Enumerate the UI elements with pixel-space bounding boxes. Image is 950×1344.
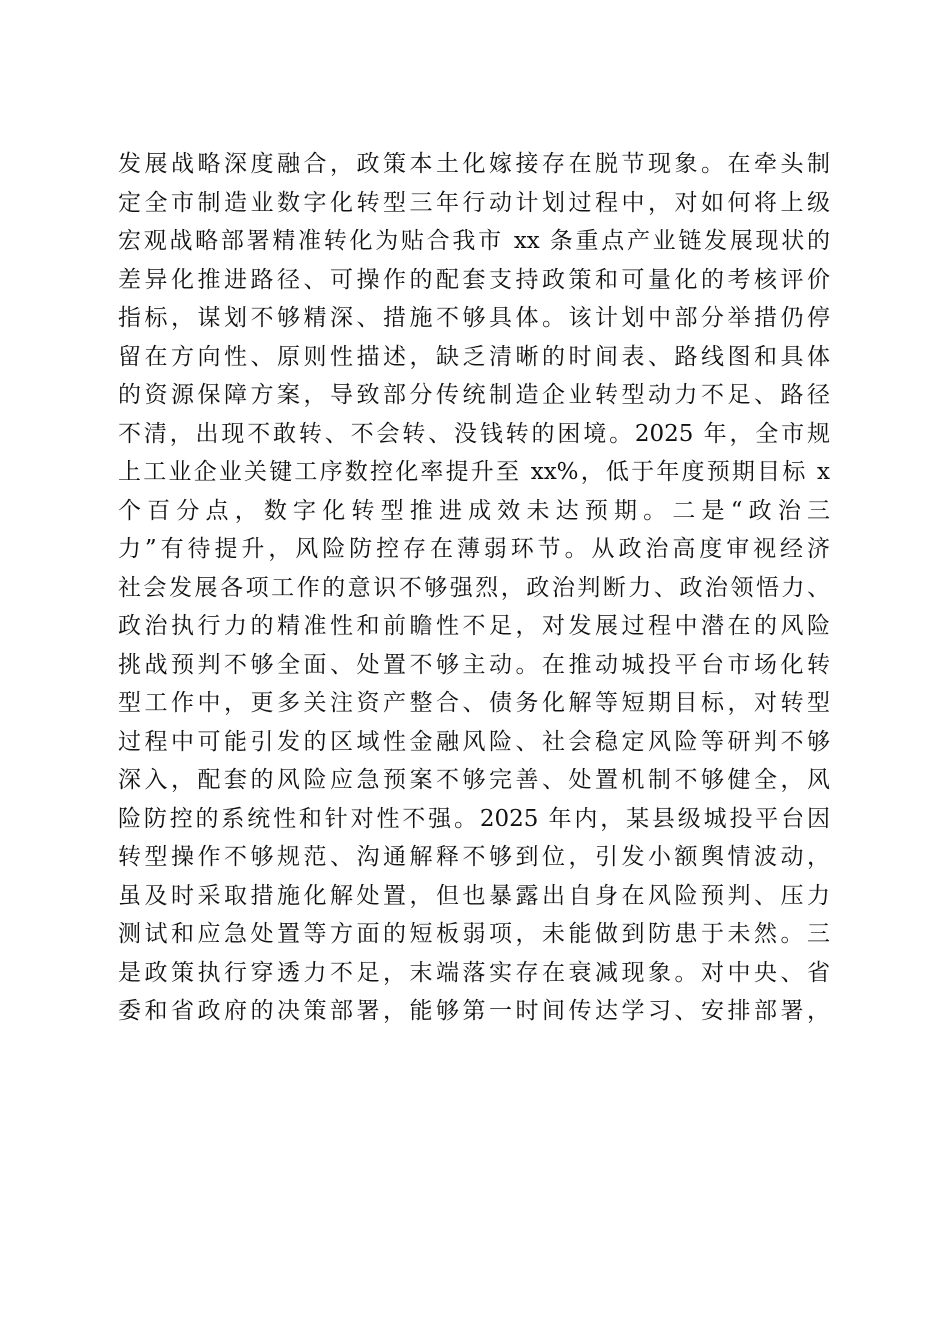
text-line: 发展战略深度融合，政策本土化嫁接存在脱节现象。在牵头制 [118,151,830,177]
text-line: 测试和应急处置等方面的短板弱项，未能做到防患于未然。三 [118,921,830,947]
text-line: 过程中可能引发的区域性金融风险、社会稳定风险等研判不够 [118,728,830,755]
text-line: 虽及时采取措施化解处置，但也暴露出自身在风险预判、压力 [118,882,830,909]
text-line: 不清，出现不敢转、不会转、没钱转的困境。2025 年，全市规 [118,420,830,447]
text-line: 是政策执行穿透力不足，末端落实存在衰减现象。对中央、省 [118,959,830,986]
text-line: 深入，配套的风险应急预案不够完善、处置机制不够健全，风 [118,767,830,793]
text-line: 型工作中，更多关注资产整合、债务化解等短期目标，对转型 [118,690,830,716]
text-line: 挑战预判不够全面、处置不够主动。在推动城投平台市场化转 [118,651,830,678]
text-line: 个百分点，数字化转型推进成效未达预期。二是“政治三 [118,497,830,524]
text-line: 留在方向性、原则性描述，缺乏清晰的时间表、路线图和具体 [118,343,830,370]
text-line: 定全市制造业数字化转型三年行动计划过程中，对如何将上级 [118,189,830,216]
text-line: 指标，谋划不够精深、措施不够具体。该计划中部分举措仍停 [118,305,830,331]
text-line: 差异化推进路径、可操作的配套支持政策和可量化的考核评价 [118,266,830,293]
text-line: 险防控的系统性和针对性不强。2025 年内，某县级城投平台因 [118,805,830,832]
text-line: 的资源保障方案，导致部分传统制造企业转型动力不足、路径 [118,382,830,408]
text-line: 委和省政府的决策部署，能够第一时间传达学习、安排部署， [118,998,830,1024]
text-line: 社会发展各项工作的意识不够强烈，政治判断力、政治领悟力、 [118,574,830,601]
text-line: 政治执行力的精准性和前瞻性不足，对发展过程中潜在的风险 [118,613,830,639]
body-text [118,145,830,1031]
text-line: 宏观战略部署精准转化为贴合我市 xx 条重点产业链发展现状的 [118,228,830,254]
text-line: 力”有待提升，风险防控存在薄弱环节。从政治高度审视经济 [118,536,830,562]
text-line: 转型操作不够规范、沟通解释不够到位，引发小额舆情波动， [118,844,830,870]
text-line: 上工业企业关键工序数控化率提升至 xx%，低于年度预期目标 x [118,459,830,485]
